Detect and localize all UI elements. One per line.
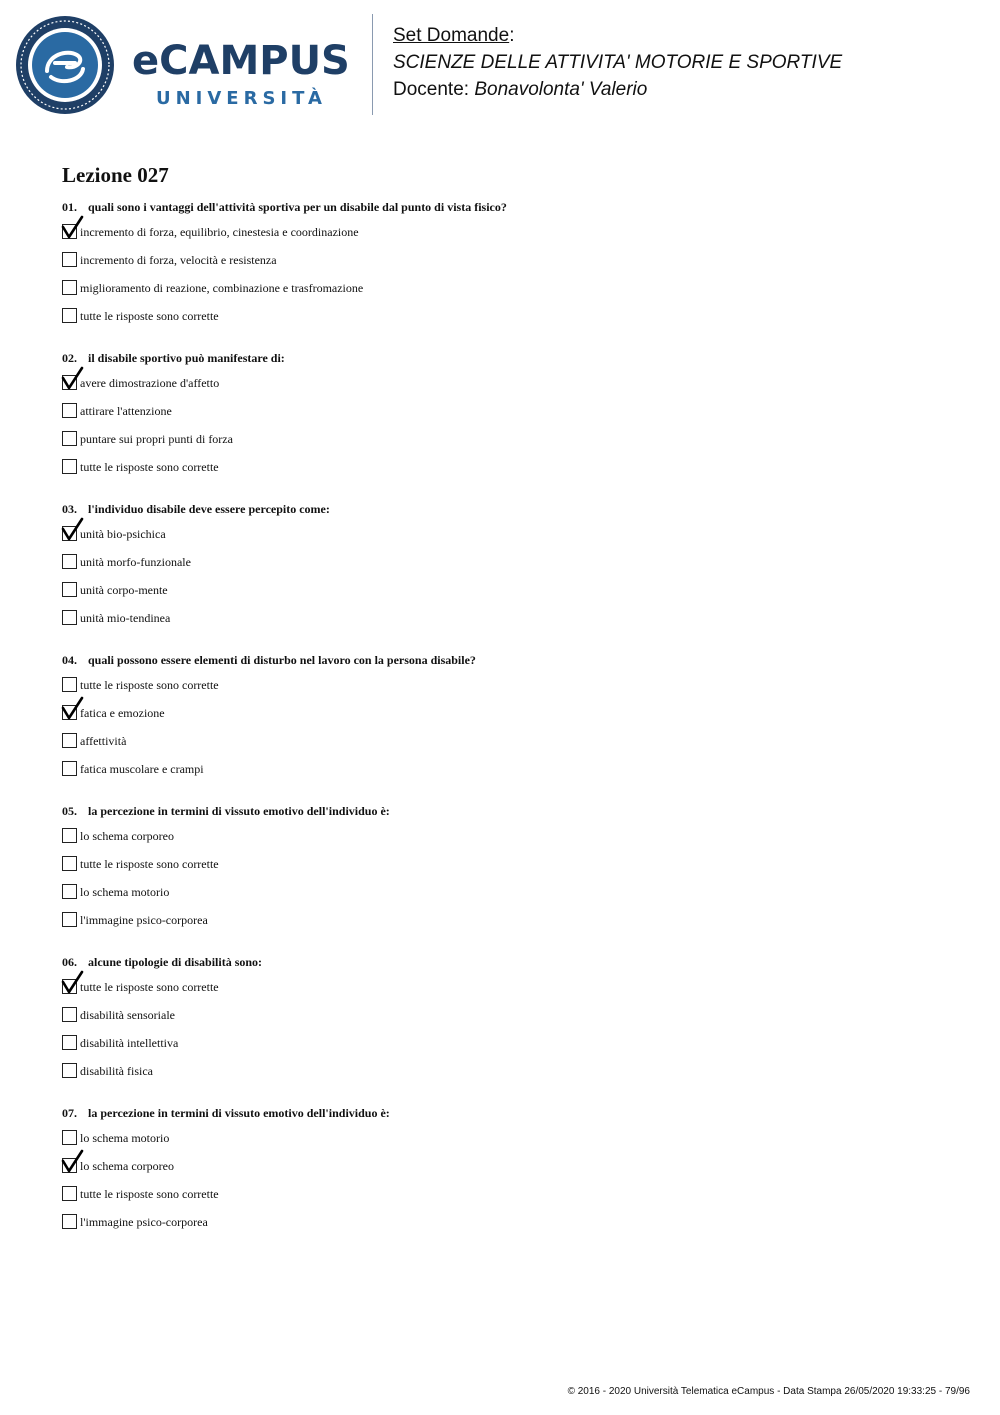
set-colon: :	[509, 25, 515, 46]
answer-text: attirare l'attenzione	[80, 404, 172, 418]
answer-checkbox[interactable]	[62, 610, 77, 625]
header-divider	[372, 14, 373, 115]
question-text: quali possono essere elementi di disturbo nel lavoro con la persona disabile?	[88, 653, 476, 667]
page-header	[0, 0, 1000, 130]
answer-option[interactable]	[62, 979, 762, 1007]
answer-text: incremento di forza, equilibrio, cinestesia e coordinazione	[80, 225, 359, 239]
answer-option[interactable]	[62, 1186, 762, 1214]
lesson-title: Lezione 027	[62, 163, 169, 187]
answer-option[interactable]	[62, 856, 762, 884]
set-label: Set Domande	[393, 25, 510, 46]
answer-text: puntare sui propri punti di forza	[80, 432, 233, 446]
answer-text: disabilità fisica	[80, 1064, 153, 1078]
question-number: 03.	[62, 502, 77, 516]
teacher-label: Docente:	[393, 79, 475, 100]
answer-text: tutte le risposte sono corrette	[80, 460, 219, 474]
answer-text: unità morfo-funzionale	[80, 555, 191, 569]
answer-text: lo schema motorio	[80, 1131, 170, 1145]
answer-option[interactable]	[62, 403, 762, 431]
answer-option[interactable]	[62, 884, 762, 912]
answer-option[interactable]	[62, 375, 762, 403]
answer-checkbox[interactable]	[62, 1130, 77, 1145]
answer-option[interactable]	[62, 224, 762, 252]
question-block	[62, 350, 942, 474]
answer-text: unità corpo-mente	[80, 583, 168, 597]
brand-name: eCAMPUS	[132, 38, 350, 84]
answer-option[interactable]	[62, 610, 762, 638]
question-number: 01.	[62, 200, 77, 214]
answer-checkbox[interactable]	[62, 582, 77, 597]
answer-checkbox[interactable]	[62, 1186, 77, 1201]
page-footer: © 2016 - 2020 Università Telematica eCampus - Data Stampa 26/05/2020 19:33:25 - 79/96	[567, 1386, 970, 1397]
answer-text: disabilità intellettiva	[80, 1036, 179, 1050]
question-text: la percezione in termini di vissuto emotivo dell'individuo è:	[88, 804, 390, 818]
answer-checkbox[interactable]	[62, 459, 77, 474]
answer-option[interactable]	[62, 677, 762, 705]
answer-text: avere dimostrazione d'affetto	[80, 376, 220, 390]
teacher-line	[393, 76, 842, 103]
header-info	[393, 22, 842, 103]
question-block	[62, 803, 942, 927]
question-title	[62, 803, 942, 819]
question-title	[62, 501, 942, 517]
answer-checkbox[interactable]	[62, 431, 77, 446]
ecampus-wordmark	[132, 38, 357, 112]
answer-option[interactable]	[62, 1214, 762, 1242]
answer-option[interactable]	[62, 526, 762, 554]
answer-option[interactable]	[62, 582, 762, 610]
question-text: l'individuo disabile deve essere percepito come:	[88, 502, 330, 516]
answer-option[interactable]	[62, 1063, 762, 1091]
question-title	[62, 350, 942, 366]
question-text: il disabile sportivo può manifestare di:	[88, 351, 285, 365]
answer-option[interactable]	[62, 554, 762, 582]
brand-subtitle: UNIVERSITÀ	[156, 88, 327, 109]
question-title	[62, 199, 942, 215]
teacher-name: Bonavolonta' Valerio	[474, 79, 648, 100]
question-number: 04.	[62, 653, 77, 667]
question-number: 02.	[62, 351, 77, 365]
answer-text: unità mio-tendinea	[80, 611, 171, 625]
answer-checkbox[interactable]	[62, 884, 77, 899]
answer-option[interactable]	[62, 252, 762, 280]
answer-text: tutte le risposte sono corrette	[80, 1187, 219, 1201]
answer-checkbox[interactable]	[62, 1063, 77, 1078]
answer-text: lo schema corporeo	[80, 829, 174, 843]
question-text: la percezione in termini di vissuto emotivo dell'individuo è:	[88, 1106, 390, 1120]
answer-option[interactable]	[62, 1007, 762, 1035]
answer-option[interactable]	[62, 828, 762, 856]
answer-text: tutte le risposte sono corrette	[80, 678, 219, 692]
answer-option[interactable]	[62, 459, 762, 487]
answer-text: disabilità sensoriale	[80, 1008, 175, 1022]
answer-text: l'immagine psico-corporea	[80, 1215, 208, 1229]
answer-option[interactable]	[62, 431, 762, 459]
question-text: alcune tipologie di disabilità sono:	[88, 955, 263, 969]
question-title	[62, 652, 942, 668]
answer-option[interactable]	[62, 280, 762, 308]
answer-checkbox[interactable]	[62, 677, 77, 692]
answer-text: tutte le risposte sono corrette	[80, 309, 219, 323]
question-text: quali sono i vantaggi dell'attività sportiva per un disabile dal punto di vista fisico?	[88, 200, 507, 214]
question-number: 07.	[62, 1106, 77, 1120]
question-block	[62, 954, 942, 1078]
answer-text: lo schema motorio	[80, 885, 170, 899]
answer-text: l'immagine psico-corporea	[80, 913, 208, 927]
answer-checkbox[interactable]	[62, 856, 77, 871]
question-block	[62, 501, 942, 625]
answer-text: tutte le risposte sono corrette	[80, 980, 219, 994]
answer-option[interactable]	[62, 308, 762, 336]
course-name: SCIENZE DELLE ATTIVITA' MOTORIE E SPORTIVE	[393, 52, 843, 73]
question-number: 05.	[62, 804, 77, 818]
answer-checkbox[interactable]	[62, 280, 77, 295]
answer-checkbox[interactable]	[62, 252, 77, 267]
question-number: 06.	[62, 955, 77, 969]
university-seal-logo	[15, 15, 115, 115]
answer-text: lo schema corporeo	[80, 1159, 174, 1173]
question-block	[62, 652, 942, 776]
answer-checkbox[interactable]	[62, 308, 77, 323]
question-title	[62, 954, 942, 970]
answer-text: affettività	[80, 734, 127, 748]
answer-checkbox[interactable]	[62, 1035, 77, 1050]
answer-text: tutte le risposte sono corrette	[80, 857, 219, 871]
answer-checkbox[interactable]	[62, 912, 77, 927]
answer-text: fatica e emozione	[80, 706, 165, 720]
answer-text: miglioramento di reazione, combinazione e trasfromazione	[80, 281, 364, 295]
question-block	[62, 1105, 942, 1229]
answer-option[interactable]	[62, 733, 762, 761]
answer-option[interactable]	[62, 761, 762, 789]
answer-text: incremento di forza, velocità e resistenza	[80, 253, 277, 267]
question-block	[62, 199, 942, 323]
set-label-line	[393, 22, 842, 49]
answer-checkbox[interactable]	[62, 403, 77, 418]
answer-checkbox[interactable]	[62, 828, 77, 843]
answer-checkbox[interactable]	[62, 1214, 77, 1229]
answer-checkbox[interactable]	[62, 1007, 77, 1022]
answer-option[interactable]	[62, 1035, 762, 1063]
answer-checkbox[interactable]	[62, 761, 77, 776]
answer-option[interactable]	[62, 1158, 762, 1186]
question-title	[62, 1105, 942, 1121]
answer-option[interactable]	[62, 1130, 762, 1158]
answer-option[interactable]	[62, 705, 762, 733]
answer-text: unità bio-psichica	[80, 527, 166, 541]
answer-text: fatica muscolare e crampi	[80, 762, 204, 776]
answer-option[interactable]	[62, 912, 762, 940]
answer-checkbox[interactable]	[62, 554, 77, 569]
answer-checkbox[interactable]	[62, 733, 77, 748]
